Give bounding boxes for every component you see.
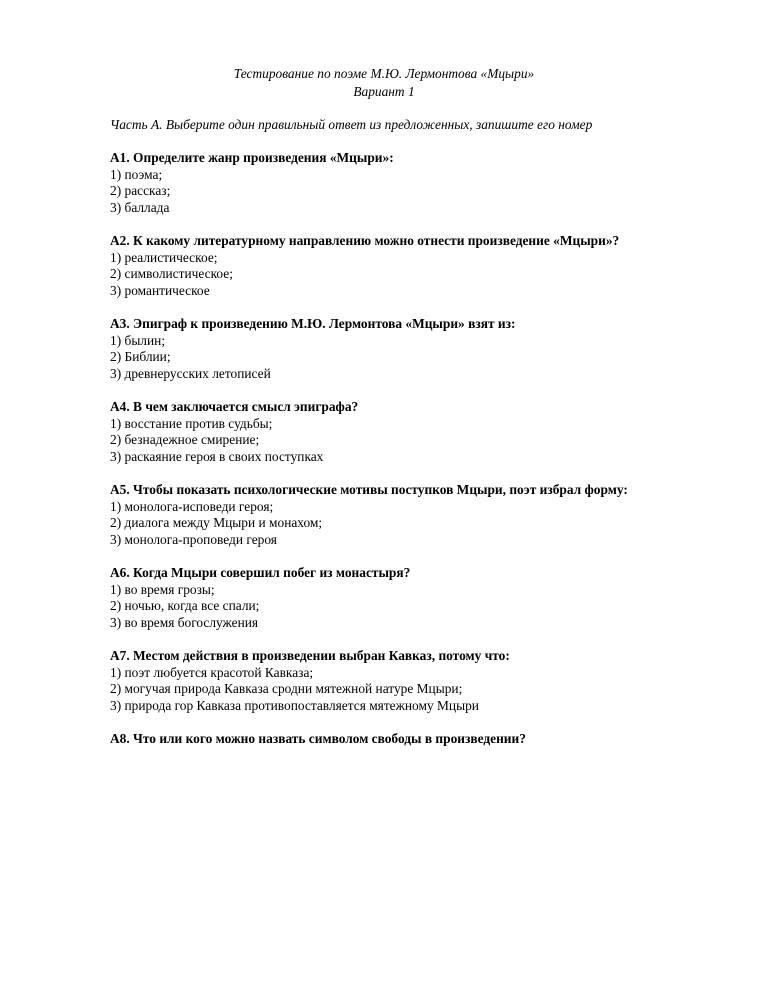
answer-options	[110, 582, 730, 632]
title-block	[0, 66, 768, 102]
answer-option: 3) баллада	[110, 199, 170, 215]
answer-option: 2) ночью, когда все спали;	[110, 598, 260, 613]
answer-option: 2) безнадежное смирение;	[110, 432, 260, 447]
part-a-instruction: Часть А. Выберите один правильный ответ из предложенных, запишите его номер	[110, 117, 593, 132]
answer-options	[110, 416, 730, 466]
answer-option: 3) монолога-проповеди героя	[110, 531, 277, 547]
answer-option: 1) реалистическое;	[110, 249, 218, 265]
question-a6	[110, 565, 730, 631]
answer-option: 3) раскаяние героя в своих поступках	[110, 448, 324, 464]
answer-option: 2) диалога между Мцыри и монахом;	[110, 515, 323, 530]
question-a4	[110, 399, 730, 465]
answer-option: 1) поэт любуется красотой Кавказа;	[110, 664, 314, 680]
answer-option: 1) монолога-исповеди героя;	[110, 498, 274, 514]
answer-options	[110, 333, 730, 383]
answer-option: 3) природа гор Кавказа противопоставляется мятежному Мцыри	[110, 697, 479, 713]
question-text: А3. Эпиграф к произведению М.Ю. Лермонтова «Мцыри» взят из:	[110, 316, 516, 331]
answer-option: 3) во время богослужения	[110, 614, 259, 630]
answer-option: 3) романтическое	[110, 282, 210, 298]
question-a2	[110, 233, 730, 299]
question-text: А5. Чтобы показать психологические мотивы поступков Мцыри, поэт избрал форму:	[110, 482, 628, 497]
question-list	[110, 150, 730, 765]
answer-option: 2) могучая природа Кавказа сродни мятежной натуре Мцыри;	[110, 681, 463, 696]
question-text: А8. Что или кого можно назвать символом свободы в произведении?	[110, 731, 526, 746]
answer-option: 1) поэма;	[110, 166, 163, 182]
answer-options	[110, 250, 730, 300]
question-text: А4. В чем заключается смысл эпиграфа?	[110, 399, 359, 414]
answer-options	[110, 167, 730, 217]
answer-option: 1) былин;	[110, 332, 166, 348]
variant-label: Вариант 1	[353, 84, 415, 99]
answer-option: 2) символистическое;	[110, 266, 233, 281]
answer-option: 3) древнерусских летописей	[110, 365, 271, 381]
answer-option: 2) рассказ;	[110, 183, 171, 198]
question-text: А7. Местом действия в произведении выбран Кавказ, потому что:	[110, 648, 510, 663]
question-text: А6. Когда Мцыри совершил побег из монастыря?	[110, 565, 411, 580]
answer-options	[110, 499, 730, 549]
question-a3	[110, 316, 730, 382]
answer-option: 1) восстание против судьбы;	[110, 415, 273, 431]
question-a5	[110, 482, 730, 548]
answer-option: 1) во время грозы;	[110, 581, 215, 597]
question-text: А2. К какому литературному направлению можно отнести произведение «Мцыри»?	[110, 233, 620, 248]
question-a8	[110, 731, 730, 748]
answer-option: 2) Библии;	[110, 349, 171, 364]
question-text: А1. Определите жанр произведения «Мцыри»:	[110, 150, 394, 165]
answer-options	[110, 665, 730, 715]
question-a1	[110, 150, 730, 216]
question-a7	[110, 648, 730, 714]
document-title: Тестирование по поэме М.Ю. Лермонтова «Мцыри»	[233, 66, 535, 81]
